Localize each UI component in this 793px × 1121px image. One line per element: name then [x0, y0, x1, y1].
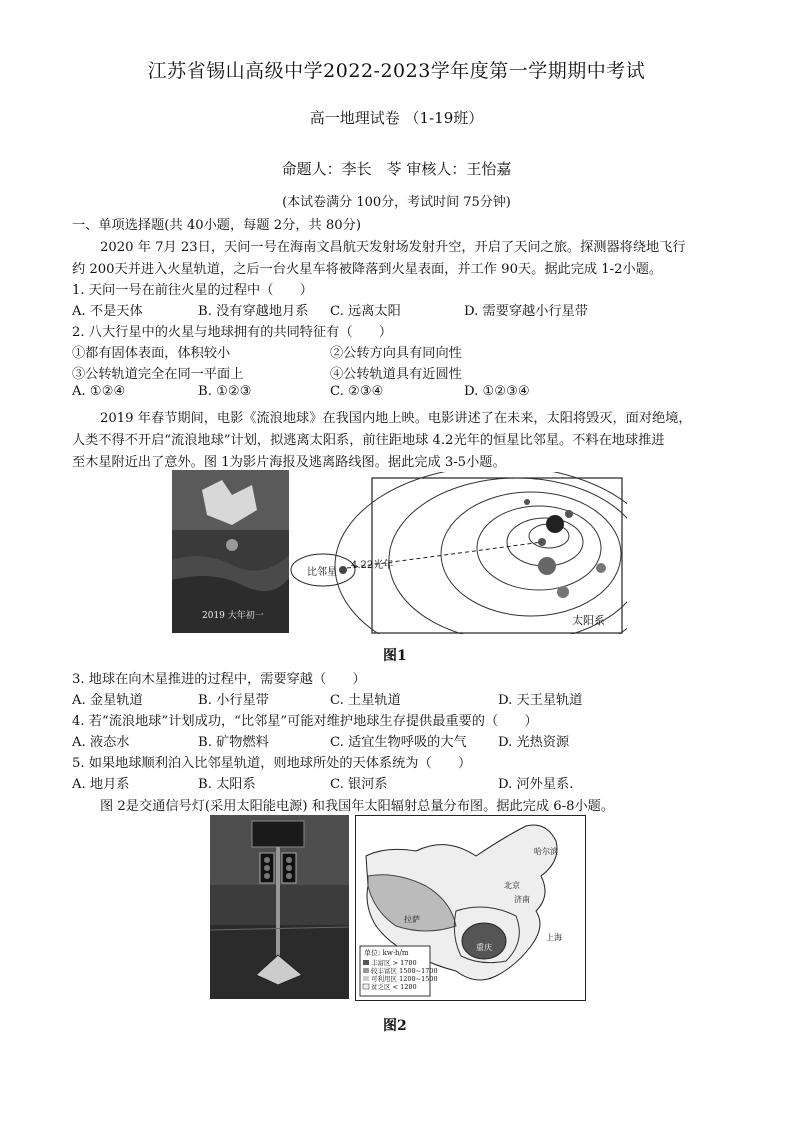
proxima-planet-icon [339, 566, 347, 574]
low-radiation-region [462, 923, 506, 959]
q4-option-c[interactable]: C. 适宜生物呼吸的大气 [330, 735, 467, 750]
q1-option-c[interactable]: C. 远离太阳 [330, 304, 401, 319]
escape-route-diagram [287, 472, 627, 638]
intro1-line1: 2020 年 7月 23日，天问一号在海南文昌航天发射场发射升空，开启了天问之旅。探测器将绕地飞行 [100, 240, 686, 255]
q2-statement-4: ④公转轨道具有近圆性 [330, 367, 462, 382]
q5-option-b[interactable]: B. 太阳系 [198, 777, 256, 792]
legend-item-2: 较丰富区 1500~1700 [371, 967, 438, 975]
exam-note: (本试卷满分 100分，考试时间 75分钟) [282, 195, 511, 210]
traffic-light-photo [210, 815, 349, 999]
q4-option-a[interactable]: A. 液态水 [72, 735, 130, 750]
q2-statement-2: ②公转方向具有同向性 [330, 346, 462, 361]
intro3-line: 图 2是交通信号灯(采用太阳能电源) 和我国年太阳辐射总量分布图。据此完成 6-8小题。 [100, 799, 615, 814]
solar-radiation-map [355, 815, 586, 1001]
q1-option-a[interactable]: A. 不是天体 [72, 304, 143, 319]
q4-stem: 4. 若“流浪地球”计划成功，“比邻星”可能对维护地球生存提供最重要的（ ） [72, 714, 538, 729]
poster-text: 2019 大年初一 [202, 611, 264, 621]
intro2-line3: 至木星附近出了意外。图 1为影片海报及逃离路线图。据此完成 3-5小题。 [72, 455, 506, 470]
q1-option-d[interactable]: D. 需要穿越小行星带 [464, 304, 588, 319]
legend-item-4: 贫乏区 < 1200 [371, 983, 417, 991]
city-chongqing: 重庆 [476, 943, 492, 952]
q5-option-a[interactable]: A. 地月系 [72, 777, 130, 792]
movie-poster-image [172, 470, 289, 633]
city-jinan: 济南 [514, 895, 530, 904]
q2-statement-3: ③公转轨道完全在同一平面上 [72, 367, 244, 382]
distance-label: 4.22光年 [351, 560, 394, 571]
intro2-line1: 2019 年春节期间，电影《流浪地球》在我国内地上映。电影讲述了在未来，太阳将毁灭，面对绝境， [100, 411, 692, 426]
solar-panel-icon [252, 821, 304, 847]
city-harbin: 哈尔滨 [534, 847, 558, 856]
q5-option-d[interactable]: D. 河外星系. [498, 777, 574, 792]
q2-option-b[interactable]: B. ①②③ [198, 384, 252, 399]
exam-title: 江苏省锡山高级中学2022-2023学年度第一学期期中考试 [147, 60, 646, 82]
proxima-label: 比邻星 [307, 567, 337, 578]
q4-option-d[interactable]: D. 光热资源 [498, 735, 570, 750]
q4-option-b[interactable]: B. 矿物燃料 [198, 735, 269, 750]
q1-stem: 1. 天问一号在前往火星的过程中（ ） [72, 283, 313, 298]
q2-stem: 2. 八大行星中的火星与地球拥有的共同特征有（ ） [72, 325, 393, 340]
city-beijing: 北京 [504, 881, 520, 890]
q1-option-b[interactable]: B. 没有穿越地月系 [198, 304, 309, 319]
sun-icon [546, 515, 564, 533]
q3-option-b[interactable]: B. 小行星带 [198, 693, 269, 708]
q2-statement-1: ①都有固体表面，体积较小 [72, 346, 231, 361]
q2-option-d[interactable]: D. ①②③④ [464, 384, 530, 399]
q2-option-a[interactable]: A. ①②④ [72, 384, 126, 399]
figure2-caption: 图2 [383, 1018, 407, 1034]
solar-system-label: 太阳系 [572, 614, 605, 627]
q3-option-c[interactable]: C. 土星轨道 [330, 693, 401, 708]
intro1-line2: 约 200天并进入火星轨道，之后一台火星车将被降落到火星表面，并工作 90天。据此完成 1-2小题。 [72, 262, 663, 277]
intro2-line2: 人类不得不开启“流浪地球”计划，拟逃离太阳系，前往距地球 4.2光年的恒星比邻星。不料在地球推进 [72, 433, 665, 448]
q5-stem: 5. 如果地球顺利泊入比邻星轨道，则地球所处的天体系统为（ ） [72, 756, 472, 771]
city-shanghai: 上海 [546, 933, 562, 942]
q3-stem: 3. 地球在向木星推进的过程中，需要穿越（ ） [72, 672, 366, 687]
legend-unit: 单位: kw·h/m [364, 949, 409, 957]
q3-option-d[interactable]: D. 天王星轨道 [498, 693, 583, 708]
q3-option-a[interactable]: A. 金星轨道 [72, 693, 143, 708]
city-lhasa: 拉萨 [404, 915, 420, 924]
exam-subtitle: 高一地理试卷 （1-19班） [309, 109, 484, 127]
q5-option-c[interactable]: C. 银河系 [330, 777, 388, 792]
exam-authors: 命题人：李长 苓 审核人：王怡嘉 [281, 160, 512, 178]
legend-item-1: 丰富区 > 1700 [371, 959, 417, 967]
q2-option-c[interactable]: C. ②③④ [330, 384, 384, 399]
section-heading: 一、单项选择题(共 40小题，每题 2分，共 80分) [72, 218, 362, 233]
legend-item-3: 可利用区 1200~1500 [371, 975, 438, 983]
figure1-caption: 图1 [383, 648, 407, 664]
